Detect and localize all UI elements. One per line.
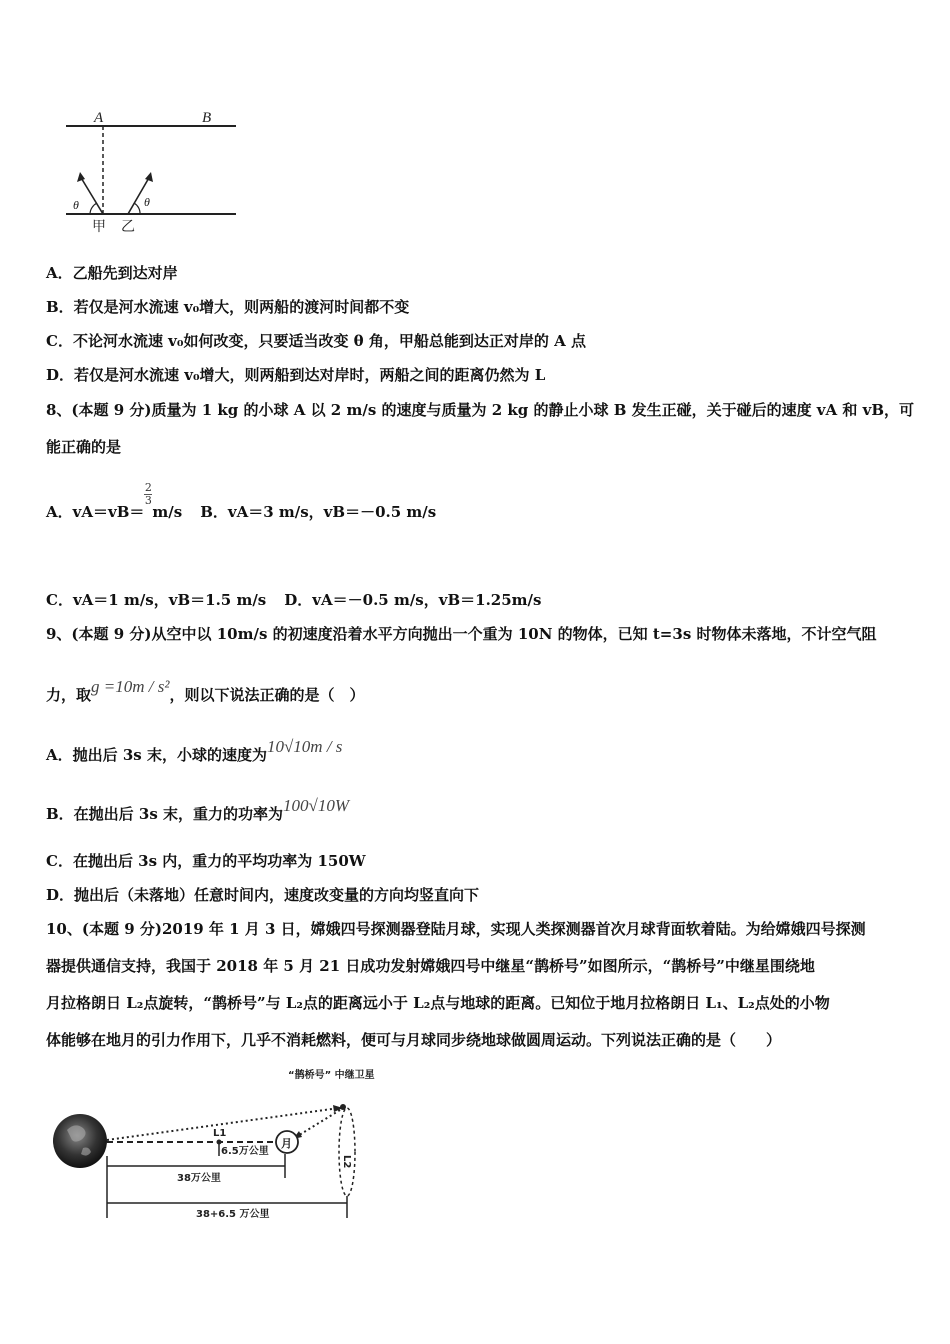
L2-halo-orbit	[339, 1108, 355, 1196]
label-b: B	[202, 110, 212, 126]
q9-option-b-text: B．在抛出后 3s 末，重力的功率为	[46, 805, 284, 823]
q8-option-a-prefix: A．vA＝vB＝	[46, 503, 145, 521]
q8-options-cd	[46, 589, 541, 610]
jia-angle-arc	[90, 203, 97, 214]
label-a: A	[94, 110, 104, 126]
earth-icon	[53, 1114, 107, 1168]
dist-small-label: 6.5万公里	[221, 1146, 269, 1157]
q8-option-c: C．vA＝1 m/s，vB＝1.5 m/s	[46, 591, 267, 609]
q7-option-c: C．不论河水流速 v₀如何改变，只要适当改变 θ 角，甲船总能到达正对岸的 A 点	[46, 332, 586, 350]
q7-option-a: A．乙船先到达对岸	[46, 264, 178, 282]
river-crossing-figure	[60, 100, 250, 235]
q8-stem-line2: 能正确的是	[46, 438, 122, 456]
jia-arrowhead	[77, 172, 85, 182]
L1-label: L1	[213, 1128, 227, 1139]
q9-stem-prefix: 力，取	[46, 686, 92, 704]
L2-label: L2	[341, 1155, 352, 1169]
L1-point	[217, 1140, 222, 1145]
q9-stem-line2	[46, 677, 365, 705]
moon-label: 月	[281, 1137, 292, 1150]
yi-angle-arc	[134, 203, 140, 214]
q10-stem-line2: 器提供通信支持，我国于 2018 年 5 月 21 日成功发射嫦娥四号中继星“鹊桥号”如图所示，“鹊桥号”中继星围绕地	[46, 957, 815, 975]
satellite-to-moon-dotted-line	[296, 1110, 340, 1137]
q9-option-a	[46, 737, 343, 765]
fraction-denominator: 3	[144, 493, 152, 507]
q9-option-d: D．抛出后（未落地）任意时间内，速度改变量的方向均竖直向下	[46, 886, 480, 904]
q10-stem-line3: 月拉格朗日 L₂点旋转，“鹊桥号”与 L₂点的距离远小于 L₂点与地球的距离。已知位于地月拉格朗日 L₁、L₂点处的小物	[46, 994, 830, 1012]
fraction-numerator: 2	[144, 480, 152, 494]
q9-option-a-formula: 10√10m / s	[266, 737, 343, 756]
q9-option-c: C．在抛出后 3s 内，重力的平均功率为 150W	[46, 852, 366, 870]
dist-mid-label: 38万公里	[177, 1173, 221, 1184]
theta-right-label: θ	[144, 195, 150, 209]
q9-stem-line1: 9、(本题 9 分)从空中以 10m/s 的初速度沿着水平方向抛出一个重为 10N 的物体，已知 t=3s 时物体未落地，不计空气阻	[46, 625, 877, 643]
q8-option-d: D．vA＝－0.5 m/s，vB＝1.25m/s	[284, 591, 542, 609]
dist-total-label: 38+6.5 万公里	[196, 1209, 270, 1220]
theta-left-label: θ	[73, 198, 79, 212]
earth-moon-lagrange-figure	[45, 1060, 425, 1230]
label-jia: 甲	[92, 219, 106, 235]
q8-options-ab	[46, 480, 437, 522]
satellite-label: “鹊桥号” 中继卫星	[288, 1070, 375, 1081]
q10-stem-line1: 10、(本题 9 分)2019 年 1 月 3 日，嫦娥四号探测器登陆月球，实现人类探测器首次月球背面软着陆。为给嫦娥四号探测	[46, 920, 866, 938]
yi-arrowhead	[145, 172, 153, 182]
q9-option-a-text: A．抛出后 3s 末，小球的速度为	[46, 746, 267, 764]
q8-stem-line1: 8、(本题 9 分)质量为 1 kg 的小球 A 以 2 m/s 的速度与质量为 2 kg 的静止小球 B 发生正碰，关于碰后的速度 vA 和 vB，可	[46, 401, 915, 419]
q9-option-b-formula: 100√10W	[283, 796, 350, 815]
q8-option-b: B．vA＝3 m/s，vB＝－0.5 m/s	[200, 503, 437, 521]
q9-option-b	[46, 796, 350, 824]
label-yi: 乙	[121, 219, 135, 235]
q7-option-d: D．若仅是河水流速 v₀增大，则两船到达对岸时，两船之间的距离仍然为 L	[46, 366, 546, 384]
q9-stem-suffix: ，则以下说法正确的是（ ）	[169, 686, 365, 704]
relay-satellite-icon	[340, 1104, 346, 1110]
q10-stem-line4: 体能够在地月的引力作用下，几乎不消耗燃料，便可与月球同步绕地球做圆周运动。下列说法正确的是（ ）	[46, 1031, 782, 1049]
q7-option-b: B．若仅是河水流速 v₀增大，则两船的渡河时间都不变	[46, 298, 410, 316]
q8-option-a-suffix: m/s	[152, 503, 183, 521]
q9-gravity-formula: g =10m / s²	[91, 677, 170, 696]
